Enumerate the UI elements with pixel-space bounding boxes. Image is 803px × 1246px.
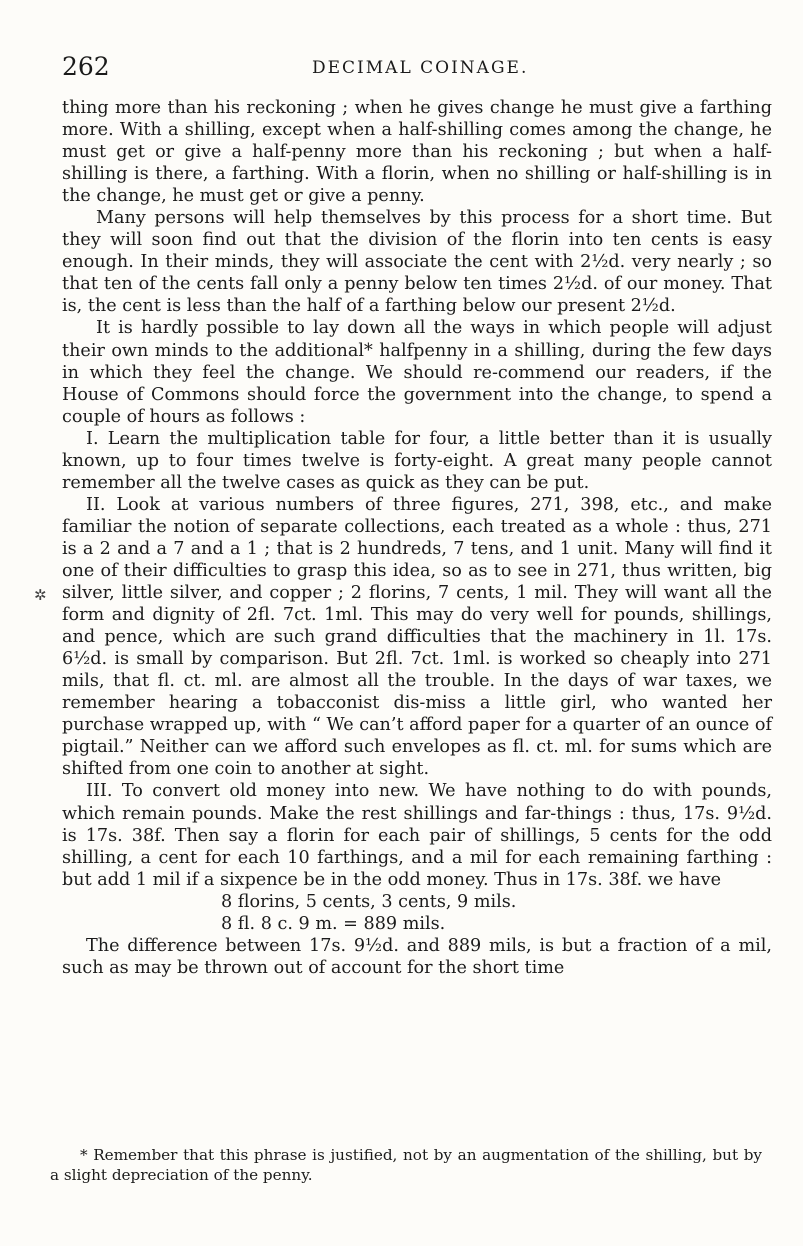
item-one-multiplication: I. Learn the multiplication table for four, a little better than it is usually known, up to four times twelve is forty-eight. A great many people cannot remember all the twelve cases as quick as they can be put.: [62, 428, 772, 493]
page-header: [62, 52, 762, 84]
item-two-three-figures: II. Look at various numbers of three figures, 271, 398, etc., and make familiar the notion of separate collections, each treated as a whole : thus, 271 is a 2 and a 7 and a 1 ; that is 2 hundreds, 7 tens, and 1 unit. Many will find it one of their difficulties to grasp this idea, so as to see in 271, thus written, big silver, little silver, and copper ; 2 florins, 7 cents, 1 mil. They will want all the form and dignity of 2fl. 7ct. 1ml. This may do very well for pounds, shillings, and pence, which are such grand difficulties that the machinery in 1l. 17s. 6½d. is small by comparison. But 2fl. 7ct. 1ml. is worked so cheaply into 271 mils, that fl. ct. ml. are almost all the trouble. In the days of war taxes, we remember hearing a tobacconist dis-miss a little girl, who wanted her purchase wrapped up, with “ We can’t afford paper for a quarter of an ounce of pigtail.” Neither can we afford such envelopes as fl. ct. ml. for sums which are shifted from one coin to another at sight.: [62, 494, 772, 780]
paragraph-many-persons: Many persons will help themselves by this process for a short time. But they will soon find out that the division of the florin into ten cents is easy enough. In their minds, they will associate the cent with 2½d. very nearly ; so that ten of the cents fall only a penny below ten times 2½d. of our money. That is, the cent is less than the half of a farthing below our present 2½d.: [62, 208, 772, 317]
item-three-convert: III. To convert old money into new. We have nothing to do with pounds, which remain pounds. Make the rest shillings and far-things : thus, 17s. 9½d. is 17s. 38f. Then say a florin for each pair of shillings, 5 cents for the odd shilling, a cent for each 10 farthings, and a mil for each remaining farthing : but add 1 mil if a sixpence be in the odd money. Thus in 17s. 38f. we have: [62, 781, 772, 890]
paragraph-hardly-possible: It is hardly possible to lay down all the ways in which people will adjust their own minds to the additional* halfpenny in a shilling, during the few days in which they feel the change. We should re-commend our readers, if the House of Commons should force the government into the change, to spend a couple of hours as follows :: [62, 318, 772, 427]
paragraph-difference: The difference between 17s. 9½d. and 889 mils, is but a fraction of a mil, such as may be thrown out of account for the short time: [62, 935, 772, 978]
calculation-line-2: 8 fl. 8 c. 9 m. = 889 mils.: [221, 913, 446, 934]
margin-mark: ✲: [34, 586, 47, 604]
page-number: 262: [62, 52, 110, 81]
footnote-text: * Remember that this phrase is justified, not by an augmentation of the shilling, but by a slight depreciation of the penny.: [50, 1146, 762, 1184]
running-head: DECIMAL COINAGE.: [312, 58, 529, 78]
footnote: [50, 1145, 762, 1185]
calculation-line-1: 8 florins, 5 cents, 3 cents, 9 mils.: [221, 891, 517, 912]
paragraph-continuation: thing more than his reckoning ; when he gives change he must give a farthing more. With a shilling, except when a half-shilling comes among the change, he must get or give a half-penny more than his reckoning ; but when a half-shilling is there, a farthing. With a florin, when no shilling or half-shilling is in the change, he must get or give a penny.: [62, 98, 772, 207]
body-text: [62, 97, 772, 979]
